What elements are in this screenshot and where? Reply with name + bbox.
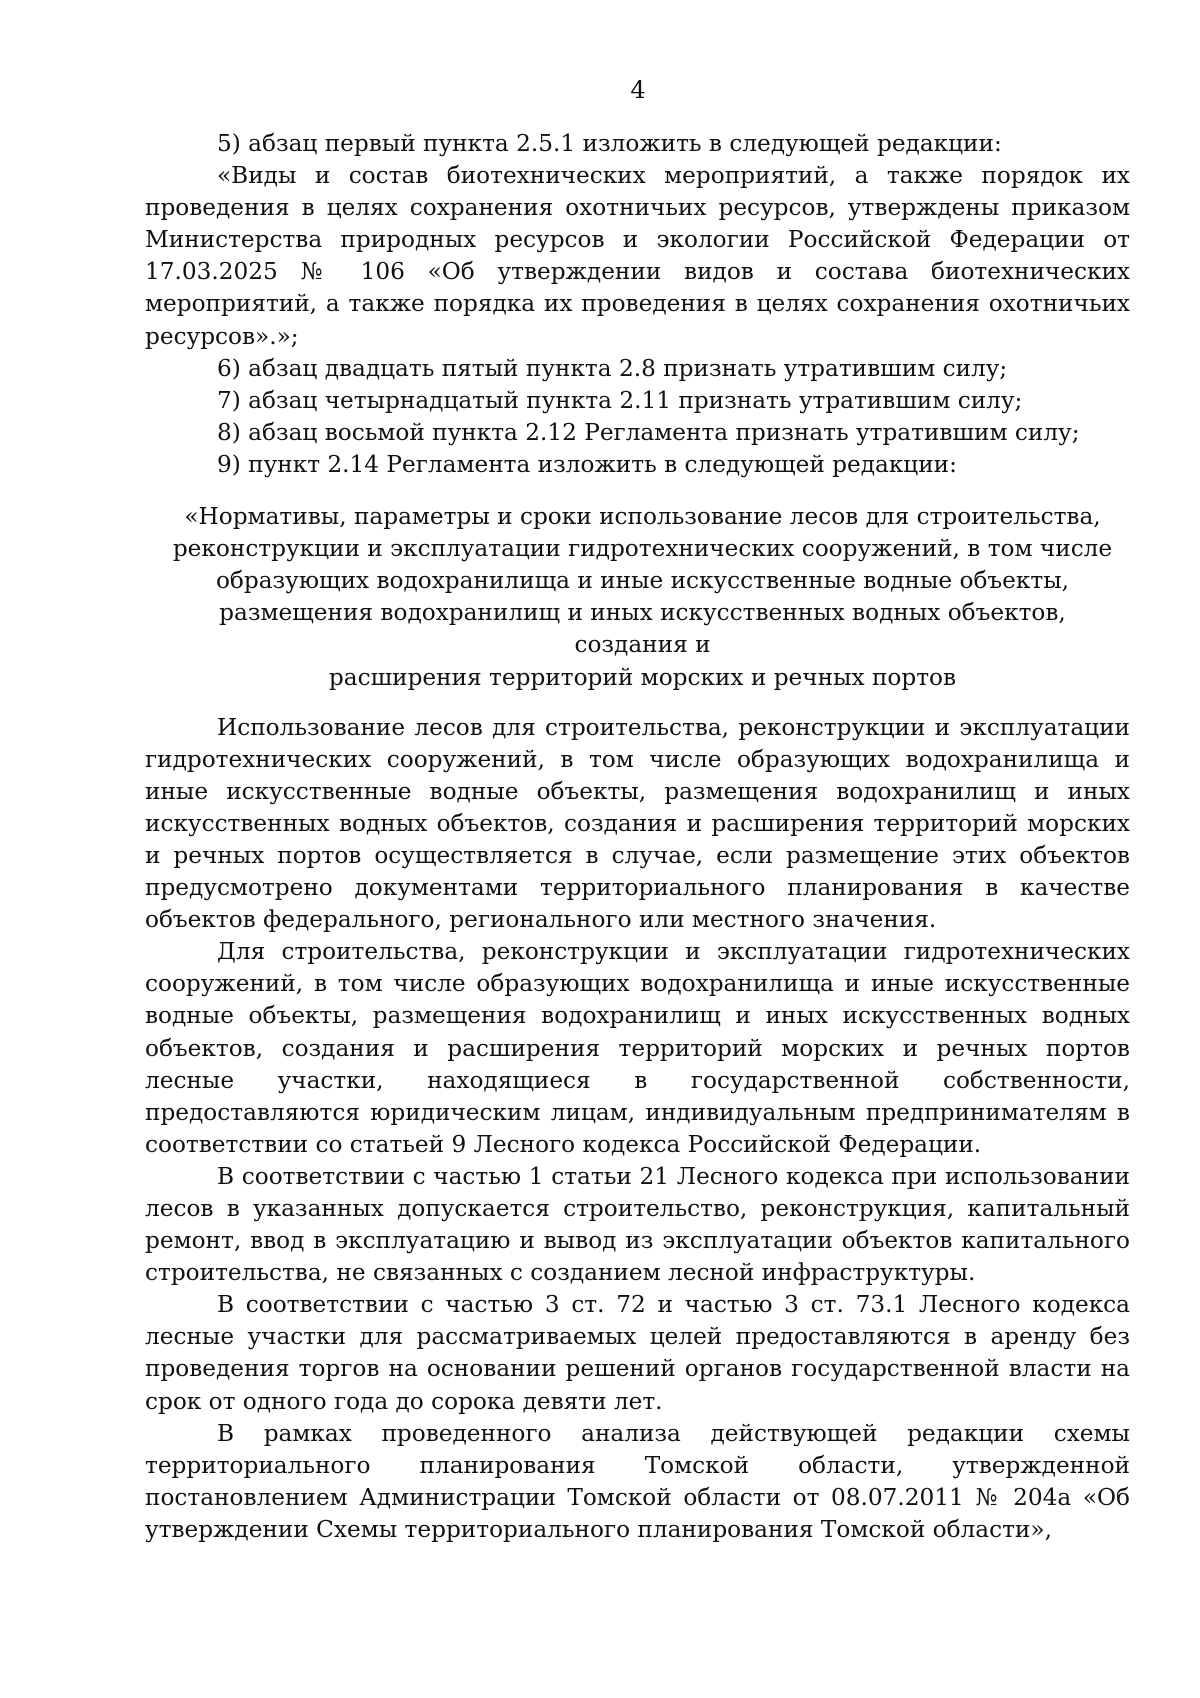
body-paragraph: Для строительства, реконструкции и эксплуатации гидротехнических сооружений, в том числе образующих водохранилища и иные искусственные водные объекты, размещения водохранилищ и иных искусственных водных объектов, создания и расширения территорий морских и речных портов лесные участки, находящиеся в государственной собственности, предоставляются юридическим лицам, индивидуальным предпринимателям в соответствии со статьей 9 Лесного кодекса Российской Федерации. (145, 938, 1130, 1158)
body-paragraph: Использование лесов для строительства, реконструкции и эксплуатации гидротехнических сооружений, в том числе образующих водохранилища и иные искусственные водные объекты, размещения водохранилищ и иных искусственных водных объектов, создания и расширения территорий морских и речных портов осуществляется в случае, если размещение этих объектов предусмотрено документами территориального планирования в качестве объектов федерального, регионального или местного значения. (145, 713, 1130, 934)
section-title-line: расширения территорий морских и речных портов (328, 663, 957, 691)
body-paragraph: В соответствии с частью 1 статьи 21 Лесного кодекса при использовании лесов в указанных допускается строительство, реконструкция, капитальный ремонт, ввод в эксплуатацию и вывод из эксплуатации объектов капитального строительства, не связанных с созданием лесной инфраструктуры. (145, 1162, 1130, 1287)
section-title-line: размещения водохранилищ и иных искусственных водных объектов, создания и (219, 599, 1066, 659)
paragraph-item-9: 9) пункт 2.14 Регламента изложить в следующей редакции: (217, 450, 957, 478)
section-title-line: «Нормативы, параметры и сроки использование лесов для строительства, (184, 503, 1101, 531)
section-title (145, 501, 1130, 694)
section-title-line: реконструкции и эксплуатации гидротехнических сооружений, в том числе (172, 535, 1113, 563)
section-title-line: образующих водохранилища и иные искусственные водные объекты, (215, 567, 1070, 595)
paragraph-item-8: 8) абзац восьмой пункта 2.12 Регламента признать утратившим силу; (217, 418, 1080, 446)
body-paragraph: В соответствии с частью 3 ст. 72 и частью 3 ст. 73.1 Лесного кодекса лесные участки для рассматриваемых целей предоставляются в аренду без проведения торгов на основании решений органов государственной власти на срок от одного года до сорока девяти лет. (145, 1291, 1130, 1415)
quoted-paragraph-hunting-resources: «Виды и состав биотехнических мероприятий, а также порядок их проведения в целях сохранения охотничьих ресурсов, утверждены приказом Министерства природных ресурсов и экологии Российской Федерации от 17.03.2025 № 106 «Об утверждении видов и состава биотехнических мероприятий, а также порядка их проведения в целях сохранения охотничьих ресурсов».»; (145, 162, 1130, 350)
body-paragraph: В рамках проведенного анализа действующей редакции схемы территориального планирования Томской области, утвержденной постановлением Администрации Томской области от 08.07.2011 № 204а «Об утверждении Схемы территориального планирования Томской области», (145, 1419, 1130, 1543)
paragraph-item-5: 5) абзац первый пункта 2.5.1 изложить в следующей редакции: (217, 130, 1002, 157)
paragraph-item-6: 6) абзац двадцать пятый пункта 2.8 признать утратившим силу; (217, 354, 1008, 382)
page-number: 4 (630, 76, 646, 104)
document-body (145, 128, 1130, 1546)
paragraph-item-7: 7) абзац четырнадцатый пункта 2.11 признать утратившим силу; (217, 386, 1023, 414)
